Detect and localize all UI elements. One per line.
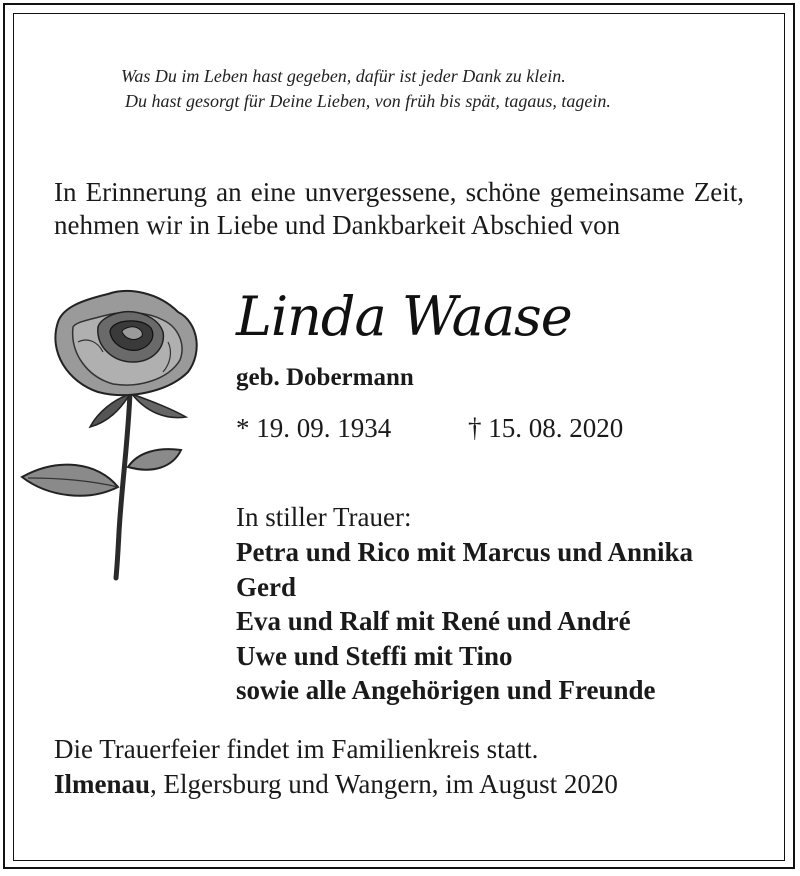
place-rest: , Elgersburg und Wangern, im August 2020 bbox=[150, 769, 618, 799]
mourner-line: Eva und Ralf mit René und André bbox=[236, 606, 631, 636]
place-name: Ilmenau bbox=[54, 769, 151, 799]
quote-line-1: Was Du im Leben hast gegeben, dafür ist jeder Dank zu klein. bbox=[121, 66, 566, 86]
birth-date: * 19. 09. 1934 bbox=[236, 413, 392, 443]
footer bbox=[54, 732, 618, 802]
mourner-line: sowie alle Angehörigen und Freunde bbox=[236, 675, 656, 705]
born-name: geb. Dobermann bbox=[236, 364, 414, 391]
mourner-line: Gerd bbox=[236, 571, 296, 602]
mourner-line: Uwe und Steffi mit Tino bbox=[236, 640, 513, 671]
rose-icon bbox=[18, 282, 218, 582]
mourner-line: Petra und Rico mit Marcus und Annika bbox=[236, 537, 694, 567]
intro-text: In Erinnerung an eine unvergessene, schöne gemeinsame Zeit, nehmen wir in Liebe und Dankbarkeit Abschied von bbox=[54, 177, 744, 240]
place-date-line bbox=[54, 767, 618, 802]
quote-line-2: Du hast gesorgt für Deine Lieben, von früh bis spät, tagaus, tagein. bbox=[125, 91, 611, 111]
deceased-name: Linda Waase bbox=[236, 285, 572, 348]
mourning-label: In stiller Trauer: bbox=[236, 502, 412, 532]
death-date: † 15. 08. 2020 bbox=[468, 413, 624, 443]
mourners-list bbox=[236, 535, 693, 708]
ceremony-note: Die Trauerfeier findet im Familienkreis statt. bbox=[54, 734, 539, 764]
life-dates bbox=[236, 413, 624, 444]
